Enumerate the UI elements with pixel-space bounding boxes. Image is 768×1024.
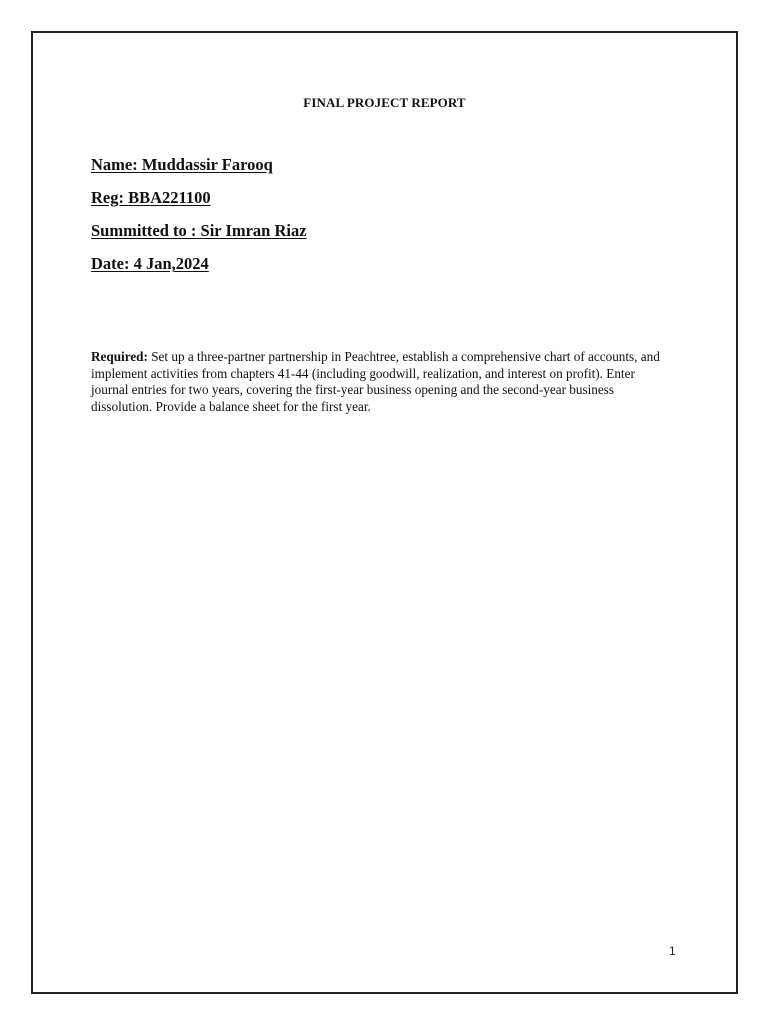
document-page — [31, 31, 738, 994]
submitted-to: Summitted to : Sir Imran Riaz — [91, 221, 307, 240]
required-label: Required: — [91, 349, 148, 364]
required-text: Set up a three-partner partnership in Peachtree, establish a comprehensive chart of accounts, and implement activities from chapters 41-44 (including goodwill, realization, and interest on profit). Enter journal entries for two years, covering the first-year business opening and the second-year business dissolution. Provide a balance sheet for the first year. — [91, 349, 660, 414]
submission-date: Date: 4 Jan,2024 — [91, 254, 209, 273]
report-title: FINAL PROJECT REPORT — [303, 95, 466, 110]
student-name: Name: Muddassir Farooq — [91, 155, 273, 174]
page-number: 1 — [669, 944, 676, 958]
required-paragraph — [91, 349, 671, 415]
registration-number: Reg: BBA221100 — [91, 188, 211, 207]
